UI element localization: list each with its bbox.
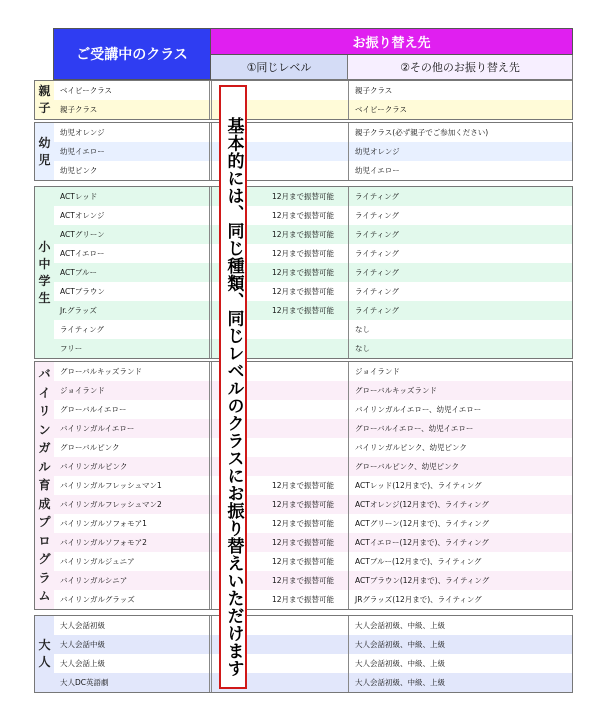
same-level-cell: 12月まで振替可能: [212, 533, 349, 552]
same-level-cell: 12月まで振替可能: [212, 514, 349, 533]
class-cell: ACTイエロー: [54, 244, 212, 263]
other-destination-cell: ライティング: [355, 287, 400, 296]
class-cell: バイリンガルソフォモア1: [54, 514, 212, 533]
other-destination-cell: JRグラッズ(12月まで)、ライティング: [355, 595, 482, 604]
class-cell: ベイビークラス: [54, 81, 212, 100]
group-label-char: 子: [38, 101, 51, 115]
group-label-char: バ: [38, 367, 51, 382]
class-cell: 幼児ピンク: [54, 161, 212, 180]
header-same-level: ①同じレベル: [211, 55, 348, 80]
group-label-char: ム: [38, 589, 51, 604]
table-row: [54, 533, 572, 553]
same-level-cell: 12月まで振替可能: [212, 282, 349, 301]
class-cell: バイリンガルソフォモア2: [54, 533, 212, 552]
table-row: [54, 400, 572, 420]
group: [34, 361, 573, 610]
group-label-char: 育: [38, 478, 51, 493]
group-label-char: プ: [38, 515, 51, 530]
same-level-cell: 12月まで振替可能: [212, 552, 349, 571]
table-row: [54, 161, 572, 180]
table-row: [54, 495, 572, 515]
header-transfer-destination: お振り替え先: [211, 28, 573, 55]
table-row: [54, 263, 572, 283]
class-cell: 大人会話初級: [54, 616, 212, 635]
table-row: [54, 419, 572, 439]
group-label: [35, 81, 55, 119]
class-cell: 大人会話上級: [54, 654, 212, 673]
group: [34, 615, 573, 693]
group-label-char: 児: [38, 152, 51, 167]
table-row: [54, 616, 572, 636]
group-label-char: リ: [38, 404, 51, 419]
other-destination-cell: 大人会話初級、中級、上級: [355, 621, 445, 630]
other-destination-cell: なし: [355, 325, 370, 334]
table-row: [54, 635, 572, 655]
table-row: [54, 187, 572, 207]
table-row: [54, 339, 572, 358]
group-label-char: 中: [38, 256, 51, 271]
class-cell: グローバルキッズランド: [54, 362, 212, 381]
class-cell: バイリンガルシニア: [54, 571, 212, 590]
class-cell: 大人会話中級: [54, 635, 212, 654]
same-level-cell: 12月まで振替可能: [212, 263, 349, 282]
other-destination-cell: 親子クラス(必ず親子でご参加ください): [355, 128, 489, 137]
class-cell: ACTレッド: [54, 187, 212, 206]
same-level-cell: 12月まで振替可能: [212, 476, 349, 495]
other-destination-cell: 大人会話初級、中級、上級: [355, 678, 445, 687]
group-label-char: ロ: [38, 533, 51, 548]
other-destination-cell: バイリンガルピンク、幼児ピンク: [355, 443, 467, 452]
table-row: [54, 590, 572, 609]
other-destination-cell: 大人会話初級、中級、上級: [355, 640, 445, 649]
table-row: [54, 282, 572, 302]
other-destination-cell: ACTグリーン(12月まで)、ライティング: [355, 519, 490, 528]
group-label-char: ガ: [38, 441, 51, 456]
class-cell: 親子クラス: [54, 100, 212, 119]
other-destination-cell: 親子クラス: [355, 86, 393, 95]
group: [34, 80, 573, 120]
other-destination-cell: ライティング: [355, 230, 400, 239]
header-current-class: ご受講中のクラス: [53, 28, 211, 80]
notice-box: [219, 85, 247, 689]
other-destination-cell: ライティング: [355, 249, 400, 258]
other-destination-cell: 幼児イエロー: [355, 166, 400, 175]
other-destination-cell: ACTオレンジ(12月まで)、ライティング: [355, 500, 489, 509]
group-label-char: 幼: [38, 135, 51, 150]
same-level-cell: 12月まで振替可能: [212, 244, 349, 263]
group-label: [35, 187, 55, 358]
group-label-char: 学: [38, 273, 51, 288]
group-label-char: ラ: [38, 570, 51, 585]
group-label: [35, 362, 55, 609]
same-level-cell: 12月まで振替可能: [212, 495, 349, 514]
class-cell: ACTブラウン: [54, 282, 212, 301]
table-row: [54, 571, 572, 591]
other-destination-cell: ACTレッド(12月まで)、ライティング: [355, 481, 482, 490]
class-cell: バイリンガルピンク: [54, 457, 212, 476]
table-row: [54, 244, 572, 264]
class-cell: 幼児イエロー: [54, 142, 212, 161]
class-cell: ACTグリーン: [54, 225, 212, 244]
same-level-cell: 12月まで振替可能: [212, 225, 349, 244]
group-label-char: 大: [38, 638, 51, 652]
class-cell: Jr.グラッズ: [54, 301, 212, 320]
group-label-char: 小: [38, 239, 51, 254]
table-row: [54, 673, 572, 692]
class-cell: グローバルピンク: [54, 438, 212, 457]
table-row: [54, 362, 572, 382]
class-cell: バイリンガルジュニア: [54, 552, 212, 571]
other-destination-cell: グローバルピンク、幼児ピンク: [355, 462, 460, 471]
table-row: [54, 301, 572, 321]
other-destination-cell: ACTブラウン(12月まで)、ライティング: [355, 576, 490, 585]
other-destination-cell: なし: [355, 344, 370, 353]
same-level-cell: 12月まで振替可能: [212, 571, 349, 590]
class-cell: 幼児オレンジ: [54, 123, 212, 142]
other-destination-cell: ACTイエロー(12月まで)、ライティング: [355, 538, 489, 547]
same-level-cell: 12月まで振替可能: [212, 187, 349, 206]
other-destination-cell: 幼児オレンジ: [355, 147, 400, 156]
other-destination-cell: ACTブルー(12月まで)、ライティング: [355, 557, 482, 566]
table-row: [54, 320, 572, 340]
other-destination-cell: グローバルキッズランド: [355, 386, 437, 395]
table-row: [54, 654, 572, 674]
class-cell: バイリンガルフレッシュマン2: [54, 495, 212, 514]
other-destination-cell: ライティング: [355, 306, 400, 315]
other-destination-cell: ライティング: [355, 192, 400, 201]
table-row: [54, 514, 572, 534]
other-destination-cell: 大人会話初級、中級、上級: [355, 659, 445, 668]
other-destination-cell: グローバルイエロー、幼児イエロー: [355, 424, 474, 433]
group: [34, 122, 573, 181]
class-cell: フリー: [54, 339, 212, 358]
table-row: [54, 81, 572, 101]
group-label-char: 人: [38, 655, 51, 669]
class-cell: 大人DC英語劇: [54, 673, 212, 692]
other-destination-cell: ライティング: [355, 211, 400, 220]
table-row: [54, 225, 572, 245]
same-level-cell: 12月まで振替可能: [212, 590, 349, 609]
group-label-char: 生: [38, 290, 51, 305]
other-destination-cell: ベイビークラス: [355, 105, 407, 114]
table-row: [54, 381, 572, 401]
other-destination-cell: ジョイランド: [355, 367, 400, 376]
group-label-char: 親: [38, 84, 51, 98]
class-cell: バイリンガルグラッズ: [54, 590, 212, 609]
class-cell: ライティング: [54, 320, 212, 339]
table-row: [54, 476, 572, 496]
group-label-char: 成: [38, 496, 51, 511]
table-row: [54, 552, 572, 572]
group: [34, 186, 573, 359]
table-row: [54, 438, 572, 458]
same-level-cell: 12月まで振替可能: [212, 206, 349, 225]
group-label-char: グ: [38, 552, 51, 567]
other-destination-cell: バイリンガルイエロー、幼児イエロー: [355, 405, 482, 414]
group-label: [35, 616, 55, 692]
group-label-char: ン: [38, 422, 51, 437]
group-label-char: イ: [38, 385, 51, 400]
table-row: [54, 123, 572, 143]
group-label-char: ル: [38, 459, 51, 474]
same-level-cell: 12月まで振替可能: [212, 301, 349, 320]
other-destination-cell: ライティング: [355, 268, 400, 277]
table-row: [54, 457, 572, 477]
class-cell: バイリンガルフレッシュマン1: [54, 476, 212, 495]
class-cell: グローバルイエロー: [54, 400, 212, 419]
class-cell: ACTオレンジ: [54, 206, 212, 225]
table-row: [54, 142, 572, 162]
table-row: [54, 206, 572, 226]
class-cell: ACTブルー: [54, 263, 212, 282]
class-cell: バイリンガルイエロー: [54, 419, 212, 438]
header-other-destination: ②その他のお振り替え先: [348, 55, 573, 80]
group-label: [35, 123, 55, 180]
table-row: [54, 100, 572, 119]
notice-text: 基本的には、同じ種類、同じレベルのクラスにお振り替えいただけます: [223, 117, 244, 677]
class-cell: ジョイランド: [54, 381, 212, 400]
